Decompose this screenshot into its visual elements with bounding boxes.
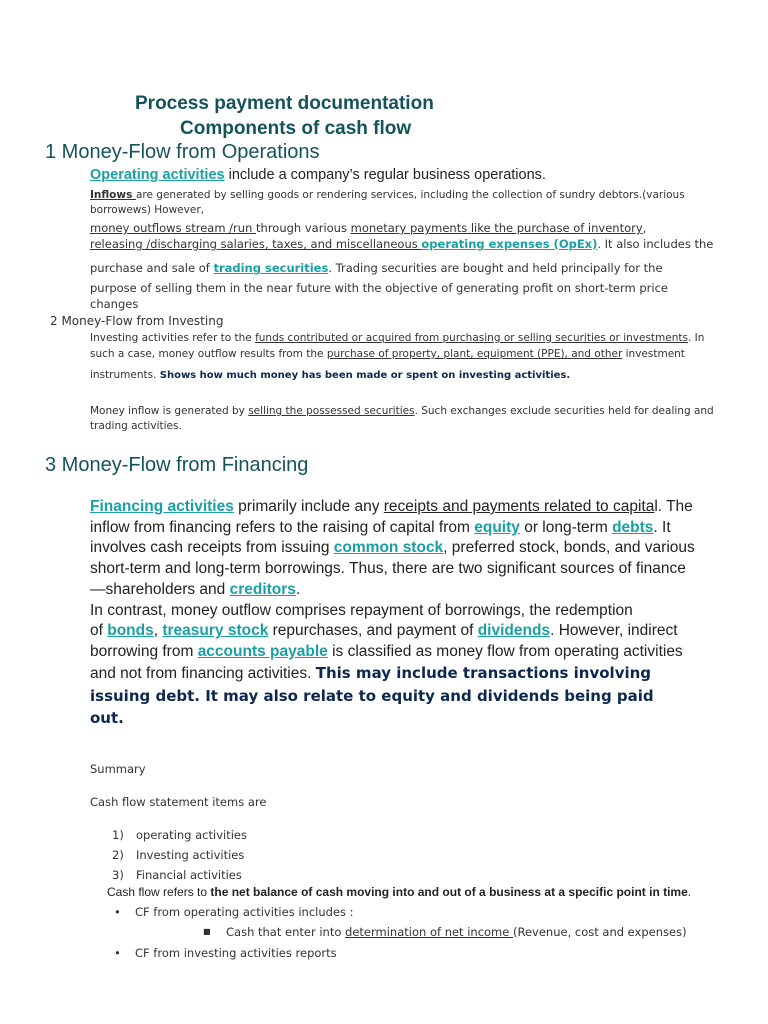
financing-emphasis-1: This may include transactions involving — [315, 663, 652, 682]
link-trading-securities[interactable]: trading securities — [213, 261, 329, 275]
text: operating activities — [136, 828, 247, 842]
text: money outflows stream /run — [90, 221, 257, 235]
section-heading-financing: 3 Money-Flow from Financing — [45, 454, 309, 476]
cash-flow-definition — [107, 885, 691, 899]
text: include a company’s regular business operations. — [224, 167, 546, 183]
opex-line — [90, 236, 713, 252]
outflows-line — [90, 220, 646, 236]
financing-line-a — [90, 497, 695, 518]
inflows-line2: borrowews) However, — [90, 204, 204, 216]
text: instruments. — [90, 369, 160, 381]
text: investment — [622, 348, 685, 360]
text: releasing /discharging salaries, taxes, and miscellaneous — [90, 237, 422, 251]
text: involves cash receipts from issuing — [90, 539, 334, 557]
square-bullet-icon: ■ — [203, 927, 211, 936]
text: Investing activities refer to the — [90, 332, 256, 344]
investing-line1 — [90, 330, 704, 346]
text: Cash flow refers to — [107, 885, 211, 899]
text: . Trading securities are bought and held principally for the — [328, 261, 663, 275]
text: CF from investing activities reports — [135, 946, 337, 960]
investing-line3 — [90, 367, 570, 384]
link-dividends[interactable]: dividends — [477, 622, 551, 640]
text: 3) — [112, 868, 124, 882]
text: monetary payments like the purchase of inventory — [350, 221, 643, 235]
text: determination of net income — [345, 925, 513, 939]
text: purchase of property, plant, equipment (PPE), and other — [326, 348, 623, 360]
financing-line-d: short-term and long-term borrowings. Thus, there are two significant sources of finance — [90, 560, 686, 578]
text: funds contributed or acquired from purchasing or selling securities or investments — [255, 332, 688, 344]
investing-line5: trading activities. — [90, 420, 182, 432]
text: CF from operating activities includes : — [135, 905, 354, 919]
text: or long-term — [519, 518, 613, 536]
text: . Such exchanges exclude securities held for dealing and — [414, 405, 714, 417]
text: the net balance of cash moving into and out of a business at a specific point in time — [210, 885, 688, 899]
text: are generated by selling goods or rendering services, including the collection of sundry debtors.(various — [135, 189, 685, 201]
text: selling the possessed securities — [248, 405, 415, 417]
text: . It also includes the — [597, 237, 714, 251]
investing-line4 — [90, 403, 714, 419]
bullet-icon: • — [114, 946, 121, 960]
text: Cash that enter into — [226, 925, 346, 939]
financing-line-h — [90, 642, 695, 663]
trading-line — [90, 260, 663, 276]
financing-line-b — [90, 518, 695, 539]
financing-line-g — [90, 621, 695, 642]
text: , preferred stock, bonds, and various — [443, 539, 695, 557]
text: and not from financing activities. — [90, 664, 316, 682]
inflows-label: Inflows — [90, 189, 136, 201]
text: . — [687, 885, 692, 899]
text: l. The — [654, 498, 693, 515]
changes-line: changes — [90, 297, 139, 311]
text: primarily include any — [233, 498, 384, 515]
link-operating-activities[interactable]: Operating activities — [90, 167, 225, 183]
text: , — [642, 221, 647, 235]
list-item — [112, 848, 247, 868]
summary-label: Summary — [90, 762, 146, 776]
document-subtitle: Components of cash flow — [180, 118, 412, 139]
document-title: Process payment documentation — [135, 93, 434, 114]
link-financing-activities[interactable]: Financing activities — [90, 498, 234, 515]
link-creditors[interactable]: creditors — [229, 580, 296, 598]
link-bonds[interactable]: bonds — [107, 622, 154, 640]
financing-emphasis-3: out. — [90, 709, 124, 728]
purpose-line: purpose of selling them in the near future with the objective of generating profit on short-term price — [90, 281, 668, 295]
text: . However, indirect — [550, 622, 678, 640]
text: , — [153, 622, 163, 640]
financing-line-e — [90, 580, 695, 601]
summary-items-intro: Cash flow statement items are — [90, 795, 267, 809]
text: (Revenue, cost and expenses) — [513, 925, 687, 939]
sub-bullet — [203, 925, 687, 939]
text: Money inflow is generated by — [90, 405, 249, 417]
financing-paragraph — [90, 497, 695, 730]
text: receipts and payments related to capita — [383, 498, 655, 515]
text: repurchases, and payment of — [268, 622, 478, 640]
text: through various — [256, 221, 351, 235]
list-item — [112, 828, 247, 848]
text: . — [295, 580, 301, 598]
text: 1) — [112, 828, 124, 842]
text: is classified as money flow from operating activities — [327, 642, 683, 660]
text: Investing activities — [136, 848, 245, 862]
text: borrowing from — [90, 642, 198, 660]
numbered-list — [112, 828, 247, 888]
link-operating-expenses[interactable]: operating expenses (OpEx) — [421, 237, 598, 251]
text: purchase and sale of — [90, 261, 214, 275]
investing-emphasis: Shows how much money has been made or spent on investing activities. — [159, 370, 571, 381]
section-heading-investing: 2 Money-Flow from Investing — [50, 314, 224, 328]
financing-line-c — [90, 538, 695, 559]
text: Financial activities — [136, 868, 242, 882]
link-accounts-payable[interactable]: accounts payable — [197, 642, 328, 660]
bullet-investing — [114, 946, 337, 960]
inflows-paragraph — [90, 187, 685, 203]
financing-line-j — [90, 686, 695, 708]
link-equity[interactable]: equity — [474, 518, 520, 536]
text: —shareholders and — [90, 580, 230, 598]
text: such a case, money outflow results from the — [90, 348, 327, 360]
text: of — [90, 622, 108, 640]
link-treasury-stock[interactable]: treasury stock — [162, 622, 269, 640]
link-debts[interactable]: debts — [612, 518, 654, 536]
bullet-icon: • — [114, 905, 121, 919]
section-heading-operations: 1 Money-Flow from Operations — [45, 141, 320, 163]
text: 2) — [112, 848, 124, 862]
investing-line2 — [90, 346, 685, 362]
text: . In — [687, 332, 705, 344]
financing-line-k — [90, 708, 695, 730]
financing-line-f: In contrast, money outflow comprises repayment of borrowings, the redemption — [90, 601, 633, 619]
bullet-operating — [114, 905, 354, 919]
operations-intro — [90, 166, 546, 184]
link-common-stock[interactable]: common stock — [333, 539, 444, 557]
text: . It — [653, 518, 671, 536]
financing-line-i — [90, 663, 695, 685]
text: inflow from financing refers to the raising of capital from — [90, 518, 475, 536]
financing-emphasis-2: issuing debt. It may also relate to equity and dividends being paid — [90, 687, 654, 706]
